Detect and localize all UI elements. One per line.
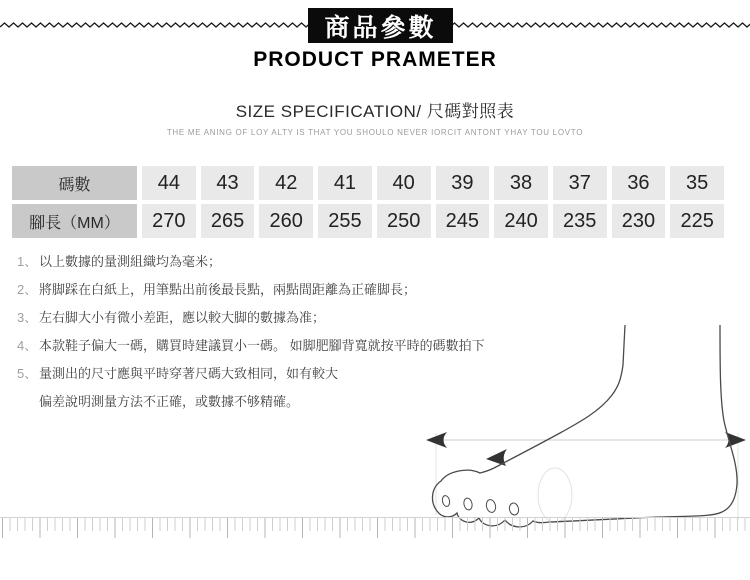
note-number: 5、 xyxy=(17,366,38,381)
title-banner xyxy=(308,8,453,43)
note-5-continuation: 偏差說明測量方法不正確，或數據不够精確。 xyxy=(39,394,300,409)
toenail xyxy=(508,502,519,516)
size-cell: 42 xyxy=(259,166,313,200)
foot-measure-illustration xyxy=(420,325,750,540)
size-spec-caption: THE ME ANING OF LOY ALTY IS THAT YOU SHOULO NEVER IORCIT ANTONT YHAY TOU LOVTO xyxy=(166,128,584,137)
size-cell: 39 xyxy=(436,166,490,200)
size-cell: 43 xyxy=(201,166,255,200)
size-table xyxy=(12,166,724,238)
note-number: 3、 xyxy=(17,310,38,325)
toenail xyxy=(463,497,473,510)
footlength-cell: 260 xyxy=(259,204,313,238)
ball-of-foot-line xyxy=(538,468,572,522)
note-2 xyxy=(17,280,477,299)
size-row-label: 碼數 xyxy=(12,166,137,200)
size-cell: 36 xyxy=(612,166,666,200)
note-3 xyxy=(17,308,477,327)
footlength-cell: 235 xyxy=(553,204,607,238)
page-title-cn: 商品參數 xyxy=(324,13,437,42)
size-cell: 40 xyxy=(377,166,431,200)
toenail xyxy=(441,495,450,507)
footlength-cell: 255 xyxy=(318,204,372,238)
size-cell: 38 xyxy=(494,166,548,200)
footlength-cell: 270 xyxy=(142,204,196,238)
note-number: 4、 xyxy=(17,338,38,353)
page-title-en: PRODUCT PRAMETER xyxy=(253,48,497,71)
note-5 xyxy=(17,364,477,383)
note-4 xyxy=(17,336,485,355)
size-cell: 44 xyxy=(142,166,196,200)
size-spec-heading: SIZE SPECIFICATION/ 尺碼對照表 xyxy=(235,102,515,121)
size-cell: 37 xyxy=(553,166,607,200)
size-cell: 35 xyxy=(670,166,724,200)
note-number: 2、 xyxy=(17,282,38,297)
note-number: 1、 xyxy=(17,254,38,269)
footlength-row-label: 腳長（MM） xyxy=(12,204,137,238)
note-text: 將脚踩在白紙上，用筆點出前後最長點，兩點間距離為正確脚長； xyxy=(39,282,417,297)
footlength-cell: 245 xyxy=(436,204,490,238)
note-text: 以上數據的量測組織均為毫米； xyxy=(39,254,222,269)
note-text: 本款鞋子偏大一碼，購買時建議買小一碼。 如脚肥腳背寬就按平時的碼數拍下 xyxy=(39,338,485,353)
footlength-cell: 230 xyxy=(612,204,666,238)
measurement-notes xyxy=(17,252,485,411)
footlength-cell: 240 xyxy=(494,204,548,238)
toenail xyxy=(485,499,497,514)
note-1 xyxy=(17,252,477,271)
foot-outline xyxy=(432,325,737,527)
note-text: 量測出的尺寸應與平時穿著尺碼大致相同，如有較大 xyxy=(39,366,339,381)
ruler-icon xyxy=(0,517,750,542)
note-text: 左右脚大小有微小差距，應以較大脚的數據為准； xyxy=(39,310,326,325)
size-cell: 41 xyxy=(318,166,372,200)
footlength-cell: 265 xyxy=(201,204,255,238)
footlength-cell: 225 xyxy=(670,204,724,238)
footlength-cell: 250 xyxy=(377,204,431,238)
